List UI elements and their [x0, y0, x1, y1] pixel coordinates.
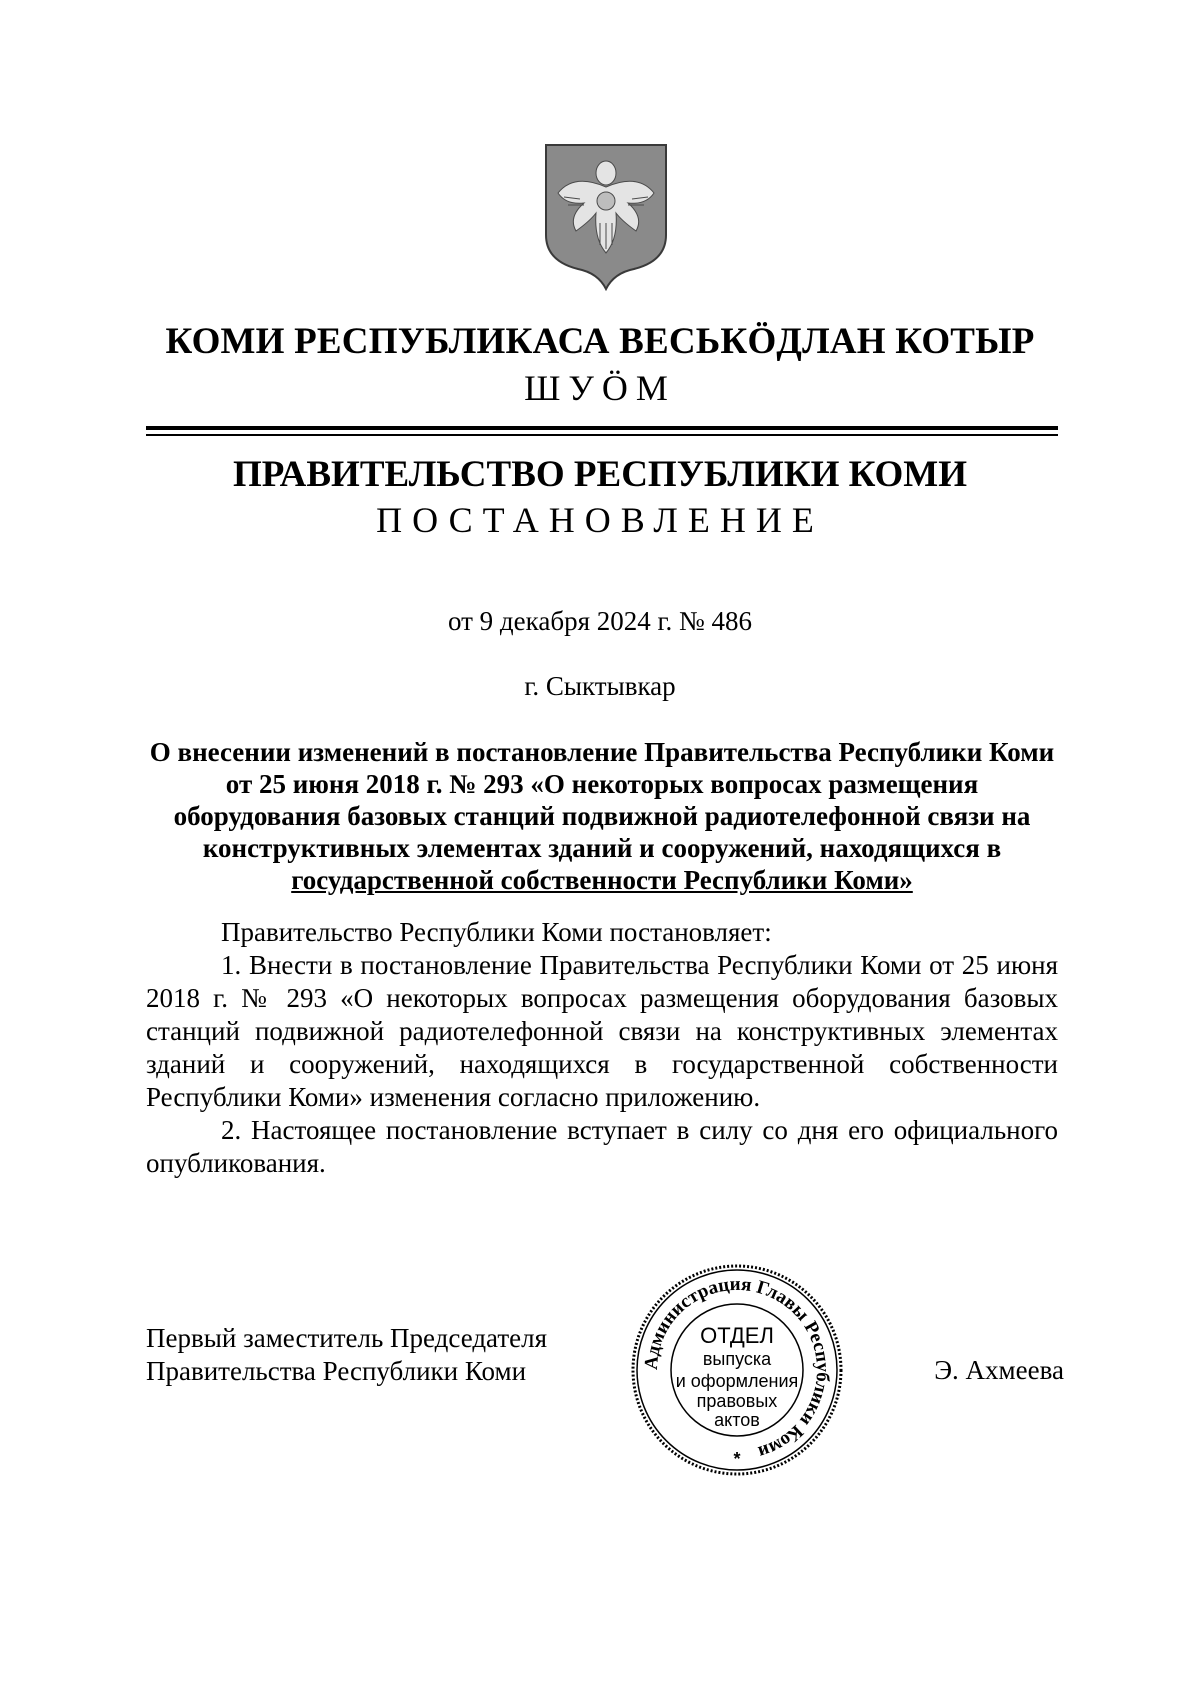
document-title [146, 736, 1058, 896]
official-stamp [630, 1263, 844, 1477]
komi-document-type: ШУӦМ [524, 368, 676, 408]
stamp-star: * [733, 1449, 741, 1469]
signatory-position [146, 1322, 606, 1388]
stamp-line-1: ОТДЕЛ [700, 1323, 774, 1348]
stamp-line-5: актов [714, 1410, 760, 1430]
document-date-number: от 9 декабря 2024 г. № 486 [447, 606, 753, 636]
document-title-main: О внесении изменений в постановление Правительства Республики Коми от 25 июня 2018 г. № 293 «О некоторых вопросах размещения оборудования базовых станций подвижной радиотелефонной связи на конструктивных элементах зданий и сооружений, находящихся в [149, 737, 1055, 863]
document-title-underlined: государственной собственности Республики Коми» [291, 865, 913, 895]
body-intro: Правительство Республики Коми постановляет: [221, 917, 772, 947]
signatory-name: Э. Ахмеева [934, 1355, 1064, 1385]
body-item-2: 2. Настоящее постановление вступает в силу со дня его официального опубликования. [146, 1115, 1058, 1178]
komi-coat-of-arms-icon [544, 143, 668, 291]
stamp-ring-text: Администрация Главы Республики Коми [640, 1273, 834, 1463]
signatory-position-line-2: Правительства Республики Коми [146, 1356, 527, 1386]
komi-government-title: КОМИ РЕСПУБЛИКАСА ВЕСЬКӦДЛАН КОТЫР [165, 321, 1035, 362]
ru-document-type: ПОСТАНОВЛЕНИЕ [376, 500, 824, 540]
stamp-line-2: выпуска [702, 1349, 772, 1369]
stamp-line-4: правовых [696, 1391, 778, 1411]
document-body [146, 916, 1058, 1180]
header-divider-thin [146, 434, 1058, 436]
body-item-1: 1. Внести в постановление Правительства Республики Коми от 25 июня 2018 г. № 293 «О некоторых вопросах размещения оборудования базовых станций подвижной радиотелефонной связи на конструктивных элементах зданий и сооружений, находящихся в государственной собственности Республики Коми» изменения согласно приложению. [146, 950, 1058, 1112]
stamp-line-3: и оформления [675, 1371, 799, 1391]
ru-government-title: ПРАВИТЕЛЬСТВО РЕСПУБЛИКИ КОМИ [233, 454, 967, 495]
signatory-position-line-1: Первый заместитель Председателя [146, 1323, 548, 1353]
document-city: г. Сыктывкар [524, 671, 676, 701]
header-divider-thick [146, 426, 1058, 430]
